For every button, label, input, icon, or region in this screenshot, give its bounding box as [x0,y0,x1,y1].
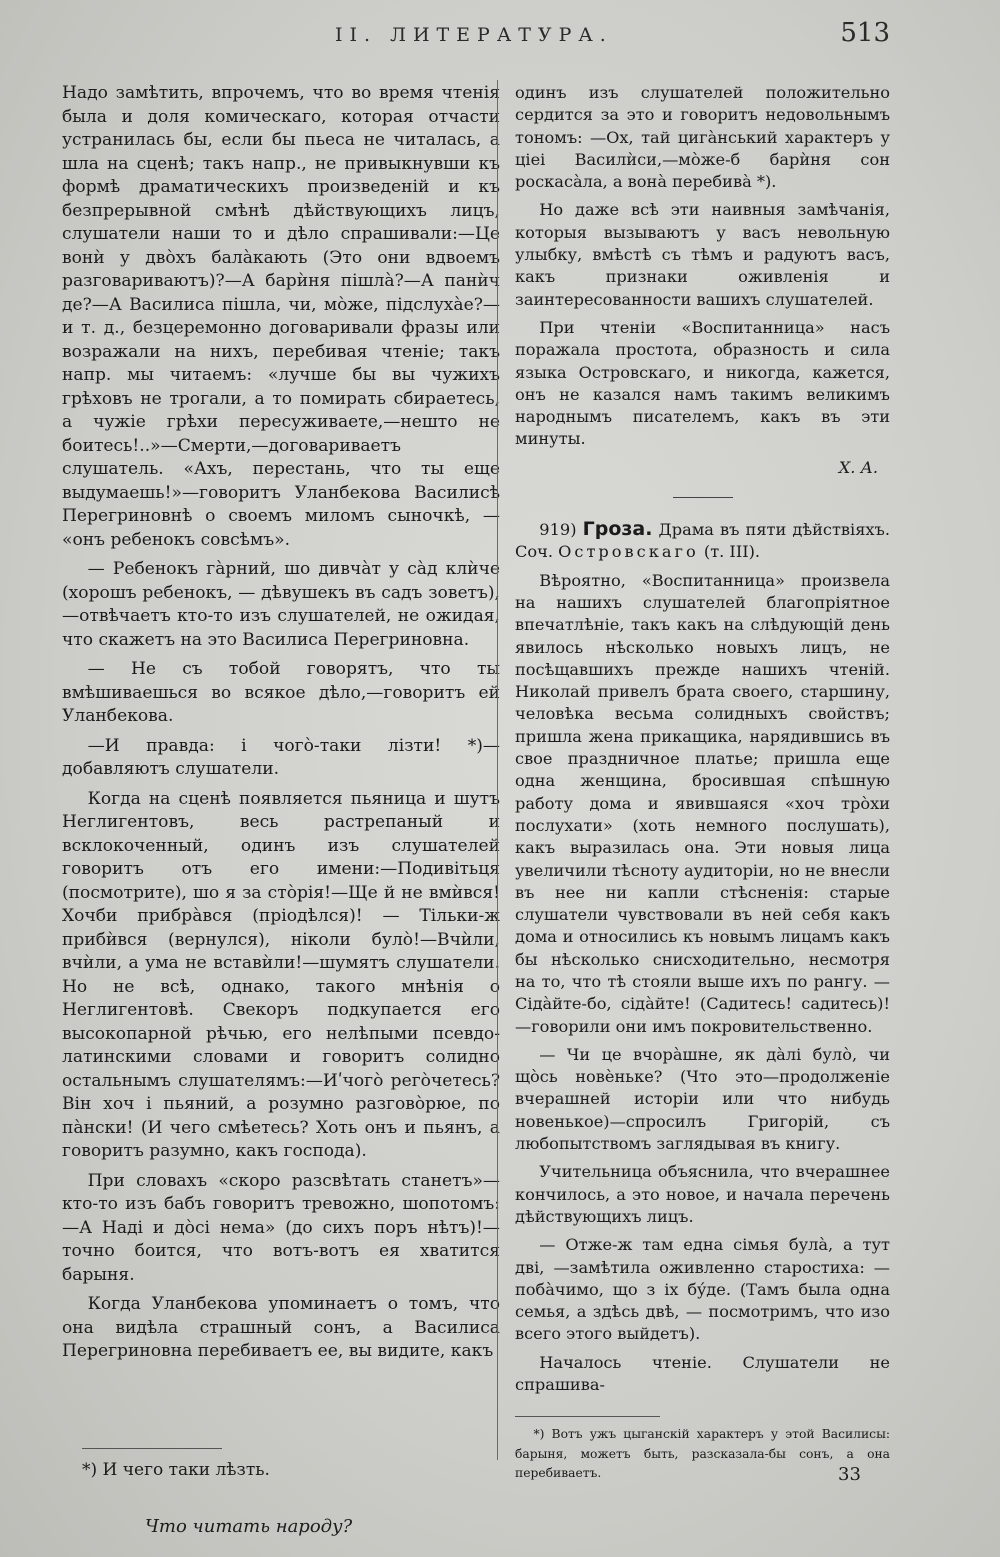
entry-heading [515,518,890,564]
paragraph: —И правда: і чогò-таки лізти! *)—добавляютъ слушатели. [62,735,500,779]
paragraph: — Ребенокъ гàрний, шо дивчàт у сàд клѝче (хорошъ ребенокъ, — дѣвушекъ въ садъ зоветъ),—отвѣчаетъ кто-то изъ слушателей, не ожидая, что скажетъ на это Василиса Перегриновна. [62,559,500,650]
running-title: II. ЛИТЕРАТУРА. [335,24,613,46]
paragraph: При словахъ «скоро разсвѣтать станетъ»—кто-то изъ бабъ говоритъ тревожно, шопотомъ:—А Наді и дòсі нема» (до сихъ поръ нѣтъ)!—точно боится, что вотъ-вотъ ея хватится барыня. [62,1170,500,1285]
right-column [515,82,890,1483]
paragraph: — Чи це вчорàшне, як дàлі булò, чи щòсь новèньке? (Что это—продолженіе вчерашней исторіи или что нибудь новенькое)—спросилъ Григорій, съ любопытствомъ заглядывая въ книгу. [515,1044,890,1154]
footnote-left: *) И чего таки лѣзть. [82,1460,270,1480]
paragraph: Вѣроятно, «Воспитанница» произвела на нашихъ слушателей благопріятное впечатлѣніе, такъ какъ на слѣдующій день явилось нѣсколько новыхъ лицъ, не посѣщавшихъ прежде нашихъ чтеній. Николай привелъ брата своего, старшину, человѣка весьма солидныхъ свойствъ; пришла жена прикащика, нарядившись въ свое праздничное платье; пришла еще одна женщина, бросившая спѣшную работу дома и явившаяся «хоч трòхи послухати» (хоть немного послушать), какъ выразилась она. Эти новыя лица увеличили тѣсноту аудиторіи, но не внесли въ нее ни капли стѣсненія: старые слушатели чувствовали въ ней себя какъ дома и относились къ новымъ лицамъ какъ бы нѣсколько снисходительно, несмотря на то, что тѣ стояли выше ихъ по рангу. — Сідàйте-бо, сідàйте! (Садитесь! садитесь)!—говорили они имъ покровительственно. [515,570,891,1036]
paragraph: Когда Уланбекова упоминаетъ о томъ, что она видѣла страшный сонъ, а Василиса Перегриновна перебиваетъ ее, вы видите, какъ [62,1294,500,1361]
entry-number: 919) [539,520,577,540]
page-number: 513 [840,18,890,48]
paragraph: Когда на сценѣ появляется пьяница и шутъ Неглигентовъ, весь растрепаный и всклокоченный, одинъ изъ слушателей говоритъ отъ его имени:—Подивітьця (посмотрите), шо я за стòрія!—Ще й не вмѝвся! Хочби прибрàвся (пріодѣлся)! — Тільки-ж прибѝвся (вернулся), ніколи булò!—Вчѝли, вчѝли, а ума не вставѝли!—шумятъ слушатели. Но не всѣ, однако, такого мнѣнія о Неглигентовѣ. Свекоръ подкупается его высокопарной рѣчью, его нелѣпыми псевдо-латинскими словами и говоритъ солидно остальнымъ слушателямъ:—Иʹчогò регòчетесь? Він хоч і пьяний, а розумно разговòрюе, по пàнски! (И чего смѣетесь? Хоть онъ и пьянъ, а говоритъ разумно, какъ господа). [62,788,500,1161]
left-column [62,82,500,1364]
paragraph: одинъ изъ слушателей положительно сердится за это и говоритъ недовольнымъ тономъ: —Ох, тай цигàнський характеръ у ціеі Василѝси,—мòже-б барѝня сон роскасàла, а вонà перебивà *). [515,83,890,192]
paragraph: Началось чтеніе. Слушатели не спрашива- [515,1352,890,1395]
footnote-rule [82,1448,222,1449]
signature-mark: 33 [838,1464,861,1485]
author-signature: Х. А. [838,457,878,477]
footnote-right: *) Вотъ ужъ цыганскій характеръ у этой Василисы: барыня, можетъ быть, разсказала-бы сонъ, а она перебиваетъ. [515,1427,890,1480]
paragraph: Но даже всѣ эти наивныя замѣчанія, которыя вызываютъ у васъ невольную улыбку, вмѣстѣ съ тѣмъ и радуютъ васъ, какъ признаки оживленія и заинтересованности вашихъ слушателей. [515,200,890,309]
entry-author: Островскаго [558,542,699,562]
paragraph: — Отже-ж там една сімья булà, а тут дві, —замѣтила оживленно старостиха: — побàчимо, що з іх бýде. (Тамъ была одна семья, а здѣсь двѣ, — посмотримъ, что изо всего этого выйдетъ). [515,1235,890,1344]
footnote-rule [515,1416,660,1417]
entry-volume: (т. III). [703,542,761,562]
paragraph: — Не съ тобой говорятъ, что ты вмѣшиваешься во всякое дѣло,—говоритъ ей Уланбекова. [62,659,500,726]
entry-description: Драма въ пяти дѣйствіяхъ. Соч. [515,520,890,562]
column-divider [497,80,498,1460]
bottom-title: Что читать народу? [145,1516,353,1537]
paragraph: При чтеніи «Воспитанница» насъ поражала простота, образность и сила языка Островскаго, и никогда, кажется, онъ не казался намъ такимъ великимъ народнымъ писателемъ, какъ въ эти минуты. [515,317,890,449]
entry-title: Гроза. [582,518,653,541]
paragraph: Надо замѣтить, впрочемъ, что во время чтенія была и доля комическаго, которая отчасти устранилась бы, если бы пьеса не читалась, а шла на сценѣ; такъ напр., не привыкнувши къ формѣ драматическихъ произведеній и къ безпрерывной смѣнѣ дѣйствующихъ лицъ, слушатели наши то и дѣло спрашивали:—Це вонѝ у двòхъ балàкають (Это они вдвоемъ разговариваютъ)?—А барѝня пішлà?—А панѝч де?—А Василиса пішла, чи, мòже, підслухàе?—и т. д., безцеремонно договаривали фразы или возражали на нихъ, перебивая чтеніе; такъ напр. мы читаемъ: «лучше бы вы чужихъ грѣховъ не трогали, а то помирать сбираетесь, а чужіе грѣхи пересуживаете,—нешто не боитесь!..»—Смерти,—договариваетъ слушатель. «Ахъ, перестань, что ты еще выдумаешь!»—говоритъ Уланбекова Василисѣ Перегриновнѣ о своемъ миломъ сыночкѣ, — «онъ ребенокъ совсѣмъ». [62,83,500,550]
paragraph: Учительница объяснила, что вчерашнее кончилось, а это новое, и начала перечень дѣйствующихъ лицъ. [515,1162,890,1226]
page-header [0,14,1000,54]
section-rule [673,497,733,498]
